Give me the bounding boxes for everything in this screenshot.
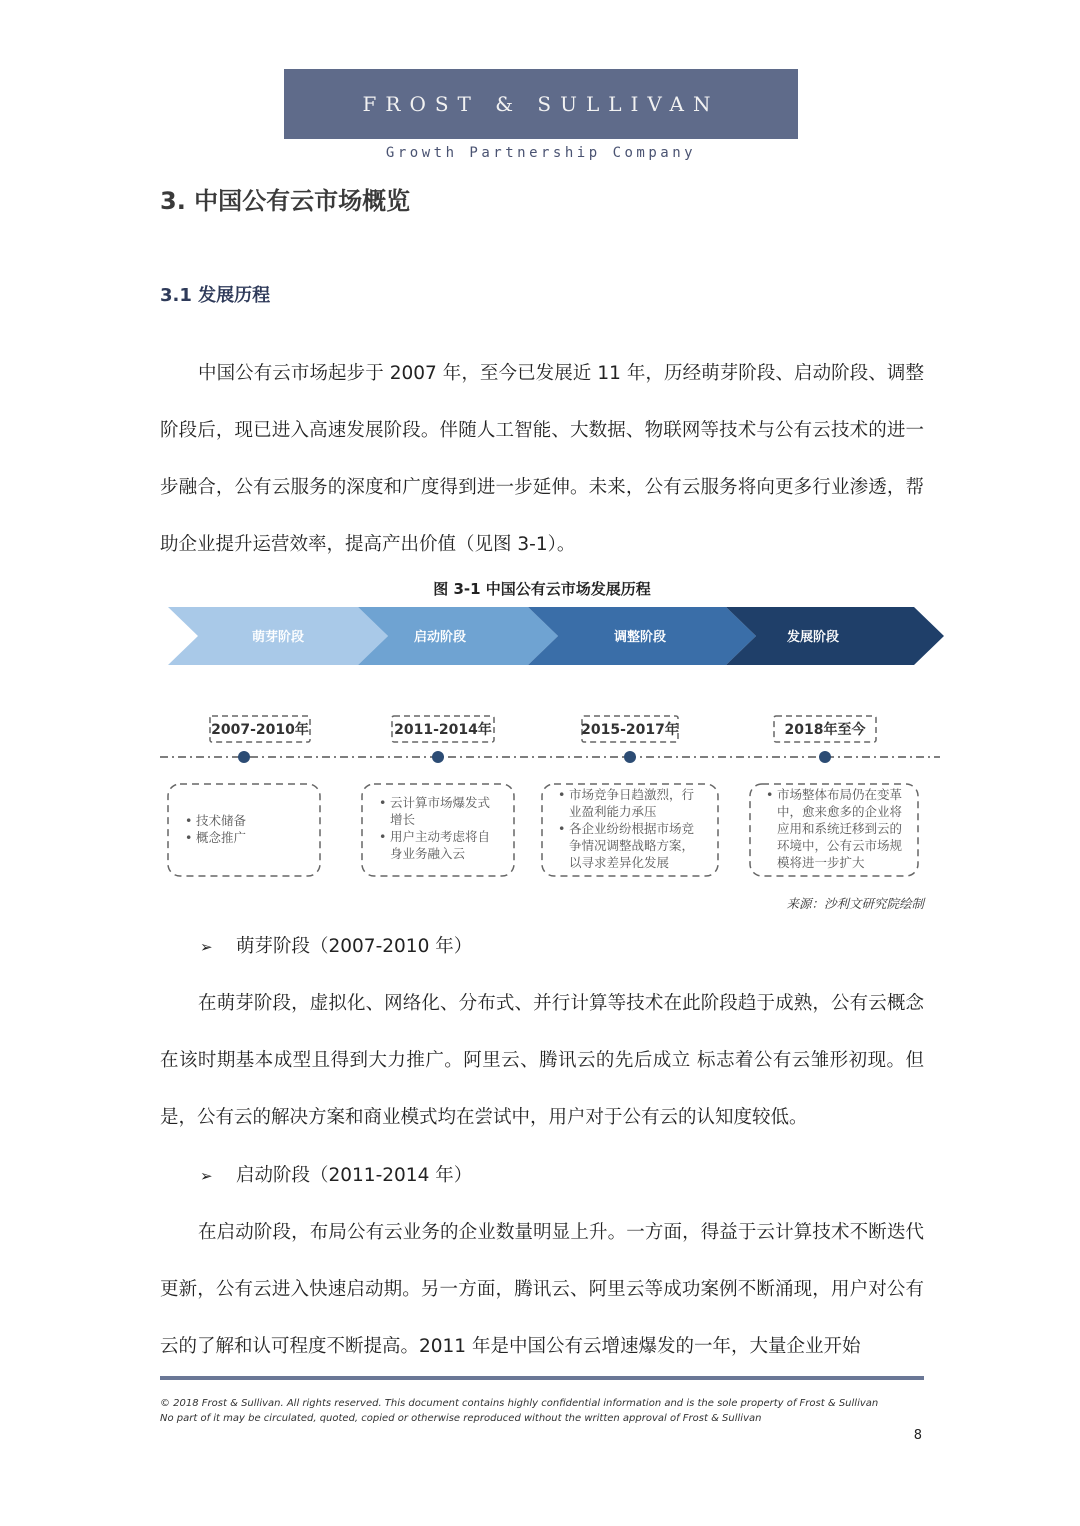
timeline-dot-2 [432,751,444,763]
stage-label-1: 萌芽阶段 [251,630,304,645]
stage-label-4: 发展阶段 [786,630,839,645]
stage1-heading-text: 萌芽阶段（2007-2010 年） [236,936,473,957]
detail-item: • 云计算市场爆发式增长 [390,794,502,828]
footer-divider [160,1376,924,1380]
stage1-text: 在萌芽阶段，虚拟化、网络化、分布式、并行计算等技术在此阶段趋于成熟，公有云概念在该时期基本成型且得到大力推广。阿里云、腾讯云的先后成立 标志着公有云雏形初现。但是，公有云的解决方案和商业模式均在尝试中，用户对于公有云的认知度较低。 [160,993,924,1128]
figure-title: 图 3-1 中国公有云市场发展历程 [433,580,651,598]
section-subtitle: 3.1 发展历程 [160,285,271,306]
logo-text: FROST & SULLIVAN [362,92,720,116]
timeline-dot-4 [819,751,831,763]
year-label-1: 2007-2010年 [211,722,309,738]
frost-sullivan-logo [284,69,798,139]
year-label-4: 2018年至今 [784,722,866,738]
detail-item: • 技术储备 [196,812,312,829]
section-title: 3. 中国公有云市场概览 [160,187,411,215]
detail-text-3 [555,786,705,871]
logo-tagline: Growth Partnership Company [385,145,697,161]
stage2-heading [200,1161,472,1187]
page-number: 8 [913,1428,922,1443]
footer-copyright [160,1396,924,1426]
intro-paragraph [160,345,924,573]
detail-item: • 概念推广 [196,829,312,846]
footer-line-2: No part of it may be circulated, quoted, copied or otherwise reproduced without the written approval of Frost & Sullivan [160,1413,762,1424]
detail-item: • 各企业纷纷根据市场竞争情况调整战略方案，以寻求差异化发展 [569,820,705,871]
arrow-bullet-icon: ➢ [200,1167,213,1185]
detail-text-2 [376,794,502,862]
detail-text-4 [763,786,909,871]
intro-text: 中国公有云市场起步于 2007 年，至今已发展近 11 年，历经萌芽阶段、启动阶段、调整阶段后，现已进入高速发展阶段。伴随人工智能、大数据、物联网等技术与公有云技术的进一步融合，公有云服务的深度和广度得到进一步延伸。未来，公有云服务将向更多行业渗透，帮助企业提升运营效率，提高产出价值（见图 3-1）。 [160,363,924,555]
year-label-3: 2015-2017年 [581,722,679,738]
stage1-heading [200,932,472,958]
figure-source: 来源：沙利文研究院绘制 [786,896,924,911]
stage2-heading-text: 启动阶段（2011-2014 年） [236,1165,473,1186]
timeline-dot-1 [238,751,250,763]
timeline-dot-3 [624,751,636,763]
stage2-text: 在启动阶段，布局公有云业务的企业数量明显上升。一方面，得益于云计算技术不断迭代更新，公有云进入快速启动期。另一方面，腾讯云、阿里云等成功案例不断涌现，用户对公有云的了解和认可程度不断提高。2011 年是中国公有云增速爆发的一年，大量企业开始 [160,1222,924,1357]
detail-item: • 市场竞争日趋激烈，行业盈利能力承压 [569,786,705,820]
year-label-2: 2011-2014年 [394,722,492,738]
arrow-bullet-icon: ➢ [200,938,213,956]
stage-label-3: 调整阶段 [613,630,666,645]
detail-text-1 [182,812,312,846]
stage2-paragraph [160,1204,924,1375]
stage1-paragraph [160,975,924,1146]
detail-item: • 用户主动考虑将自身业务融入云 [390,828,502,862]
detail-item: • 市场整体布局仍在变革中，愈来愈多的企业将应用和系统迁移到云的环境中，公有云市场规模将进一步扩大 [777,786,909,871]
stage-label-2: 启动阶段 [413,630,466,645]
footer-line-1: © 2018 Frost & Sullivan. All rights reserved. This document contains highly confidential information and is the sole property of Frost & Sullivan [160,1398,879,1409]
